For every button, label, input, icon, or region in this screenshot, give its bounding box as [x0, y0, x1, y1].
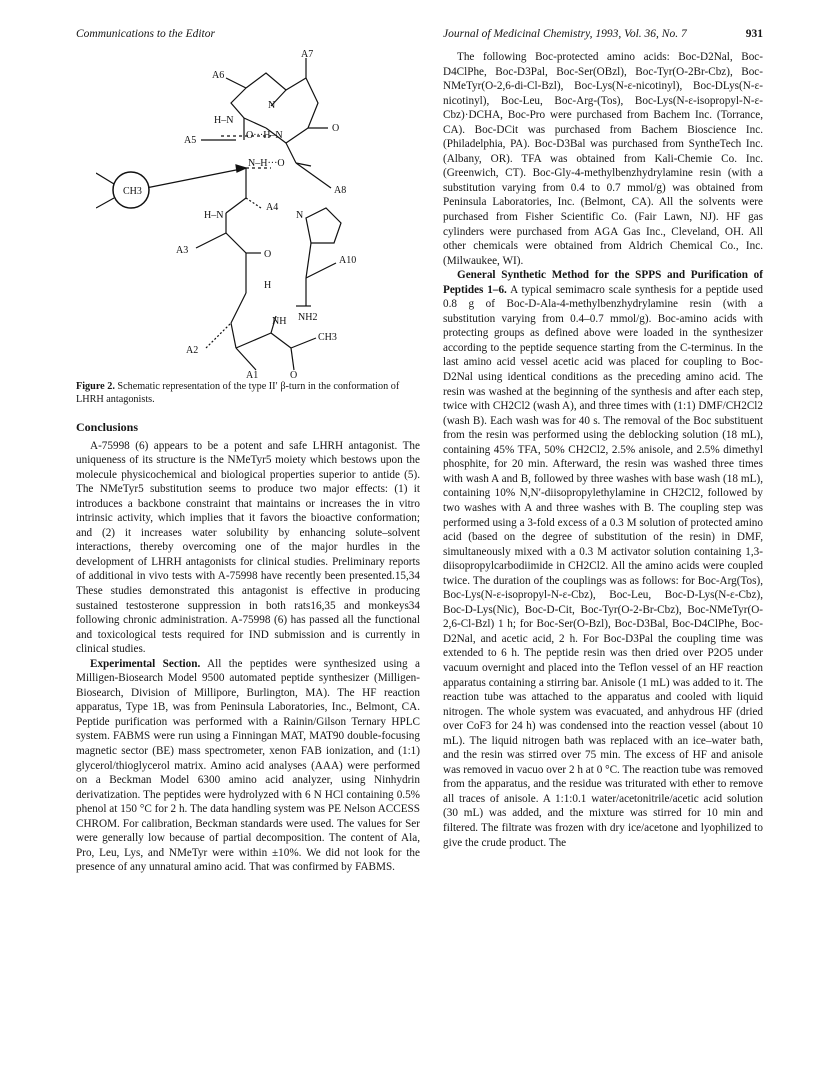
caption-label: Figure 2.: [76, 381, 115, 392]
experimental-paragraph: [76, 657, 420, 875]
journal-citation: Journal of Medicinal Chemistry, 1993, Vol. 36, No. 7: [443, 28, 687, 40]
label-ch3-end: CH3: [318, 332, 337, 343]
running-header-right: [443, 28, 763, 40]
caption-text: Schematic representation of the type II′ β-turn in the conformation of LHRH antagonists.: [76, 381, 400, 405]
conclusions-heading: Conclusions: [76, 420, 139, 434]
right-column-text: [443, 50, 763, 850]
label-hbond-mid: N–H···O: [248, 158, 285, 169]
label-a4: A4: [266, 202, 279, 213]
beta-turn-schematic: [96, 48, 426, 378]
label-o-mid: O: [264, 249, 272, 260]
label-nh2: NH2: [298, 312, 318, 323]
label-hn-mid: H–N: [204, 210, 224, 221]
figure-2-structure: [96, 48, 426, 378]
label-o-bottom: O: [290, 370, 298, 378]
label-a6: A6: [212, 70, 225, 81]
label-a2: A2: [186, 345, 199, 356]
label-o-top: O: [332, 123, 340, 134]
label-a1: A1: [246, 370, 259, 378]
label-ch3-circle: CH3: [123, 186, 142, 197]
figure-caption: [76, 380, 420, 406]
label-n-pro: N: [296, 210, 304, 221]
label-a8: A8: [334, 185, 347, 196]
label-nh: NH: [272, 316, 287, 327]
label-hn-top: H–N: [214, 115, 234, 126]
synthesis-paragraph: [443, 268, 763, 850]
materials-paragraph: The following Boc-protected amino acids: Boc-D2Nal, Boc-D4ClPhe, Boc-D3Pal, Boc-Ser(OBzl), Boc-Tyr(O-2Br-Cbz), Boc-NMeTyr(O-2,6-di-Cl-Bzl), Boc-Lys(N-ε-nicotinyl), Boc-DLys(N-ε-nicotinyl), Boc-Leu, Boc-Arg-(Tos), Boc-Lys(N-ε-isopropyl-N-ε-Cbz)·DCHA, Boc-Pro were purchased from Bachem Inc. (Torrance, CA). Boc-DCit was purchased from Bachem Bioscience Inc. (Philadelphia, PA). Boc-D3Bal was purchased from SyntheTech Inc. (Albany, OR). TFA was obtained from Kali-Chemie Co. Inc. (Greenwich, CT). Boc-Gly-4-methylbenzhydrylamine resin (with a substitution varying from 0.4 to 0.7 mmol/g) was obtained from Peninsula Laboratories, Inc. (Belmont, CA). All the solvents were purchased from Fisher Scientific Co. (Fair Lawn, NJ). HF gas cylinders were purchased from AGA Gas Inc., Cleveland, OH. All other chemicals were obtained from Aldrich Chemical Co., Inc. (Milwaukee, WI).: [443, 51, 763, 267]
running-header-left: Communications to the Editor: [76, 28, 215, 40]
label-hbond-top: O···H–N: [246, 130, 283, 141]
left-column-text: [76, 420, 420, 875]
label-a7: A7: [301, 49, 314, 60]
label-h-lower: H: [264, 280, 272, 291]
label-n-top: N: [268, 100, 276, 111]
experimental-heading: Experimental Section.: [90, 657, 201, 670]
experimental-text: All the peptides were synthesized using a Milligen-Biosearch Model 9500 automated peptide synthesizer (Milligen-Biosearch, Division of Millipore, Burlington, MA). The HF reaction apparatus, Type 1B, was from Peninsula Laboratories, Inc., Belmont, CA. Peptide purification was performed with a Rainin/Gilson Ternary HPLC system. FABMS were run using a Finningan MAT, MAT90 double-focusing magnetic sector (BE) mass spectrometer, xenon FAB ionization, and (1:1) glycerol/thioglycerol matrix. Amino acid analyses (AAA) were performed on a Beckman Model 6300 amino acid analyzer, using Ninhydrin derivatization. The peptides were hydrolyzed with 6 N HCl containing 0.5% phenol at 150 °C for 2 h. The data handling system was PE Nelson ACCESS CHROM. For calibration, Beckman standards were used. The values for Ser were generally low because of partial decomposition. The content of Ala, Pro, Leu, Lys, and NMeTyr were within ±10%. We did not look for the presence of any unnatural amino acid. That was confirmed by FABMS.: [76, 657, 420, 874]
synthesis-text: A typical semimacro scale synthesis for a peptide used 0.8 g of Boc-D-Ala-4-methylbenzhydrylamine resin (with a substitution varying from 0.4–0.7 mmol/g). Boc-amino acids with protecting groups as defined above were loaded in the synthesizer according to the peptide sequence starting from the C-terminus. In the last amino acid vessel acetic acid was placed for coupling to Boc-D2Nal using identical conditions as the preceding amino acid. The resin was washed at the beginning of the synthesis and after each step, twice with CH2Cl2 (wash A), and three times with (1:1) DMF/CH2Cl2 (wash B). Each wash was for 40 s. The removal of the Boc substituent from the resin was performed using the deblocking solution (18 mL), containing 45% TFA, 50% CH2Cl2, 2.5% anisole, and 2.5% dimethyl phosphite, for 20 min. Afterward, the resin was washed three times with wash A and B, followed by three washes with base wash (18 mL), containing 10% N,N′-diisopropylethylamine in CH2Cl2, followed by two washes with A and three washes with B. The coupling step was performed using a 3-fold excess of a 0.3 M solution of protected amino acid (based on the degree of substitution of the resin) in DMF, simultaneously mixed with a 0.3 M activator solution containing 1,3-diisopropylcarbodiimide in CH2Cl2. All the amino acids were coupled twice. The duration of the couplings was as follows: for Boc-Arg(Tos), Boc-Lys(N-ε-isopropyl-N-ε-Cbz), Boc-Leu, Boc-D-Lys(N-ε-Cbz), Boc-D-Lys(Nic), Boc-D-Cit, Boc-Tyr(O-2-Br-Cbz), Boc-NMeTyr(O-2,6-Cl-Bzl) 1 h; for Boc-Ser(O-Bzl), Boc-D3Bal, Boc-D4ClPhe, Boc-D2Nal, and acetic acid, 2 h. For Boc-D3Pal the coupling time was extended to 6 h. The peptide resin was then dried over P2O5 under vacuum overnight and placed into the Teflon vessel of an HF reaction apparatus containing a stirring bar. Anisole (1 mL) was added to it. The reaction tube was attached to the apparatus and cooled with liquid nitrogen. The whole system was evacuated, and anhydrous HF (dried over CoF3 for 24 h) was condensed into the reaction vessel (about 10 mL). The liquid nitrogen bath was replaced with an ice–water bath, and the resin was stirred over 75 min. The excess of HF and anisole was removed in vacuo over 2 h at 0 °C. The reaction tube was removed from the apparatus, and the residue was triturated with ether to remove all traces of anisole. A 1:1:0.1 water/acetonitrile/acetic acid solution (30 mL) was added, and the mixture was stirred for 10 min and filtered. The filtrate was frozen with dry ice/acetone and lyophilized to give the crude product. The: [443, 283, 763, 849]
page-number: 931: [745, 28, 763, 40]
label-a10: A10: [339, 255, 357, 266]
label-a3: A3: [176, 245, 189, 256]
label-a5: A5: [184, 135, 197, 146]
conclusions-paragraph: A-75998 (6) appears to be a potent and safe LHRH antagonist. The uniqueness of its structure is the NMeTyr5 moiety which bestows upon the molecule physicochemical and biological properties superior to antide (5). The NMeTyr5 substitution seems to produce two major effects: (1) it introduces a backbone constraint that maintains or increases the in vitro intrinsic activity, which implies that it favors the bioactive conformation; and (2) it increases water solubility by enhancing solute–solvent interactions, thereby overcoming one of the major hurdles in the development of LHRH antagonists for clinical studies. Preliminary reports of additional in vivo tests with A-75998 have recently been presented.15,34 These studies demonstrated this antagonist is effective in producing sustained testosterone suppression in both rats16,35 and monkeys34 following chronic administration. A-75998 (6) has passed all the functional and toxicological tests required for IND submission and is currently in clinical studies.: [76, 439, 420, 656]
synthesis-heading: General Synthetic Method for the SPPS and Purification of Peptides 1–6.: [443, 269, 763, 296]
